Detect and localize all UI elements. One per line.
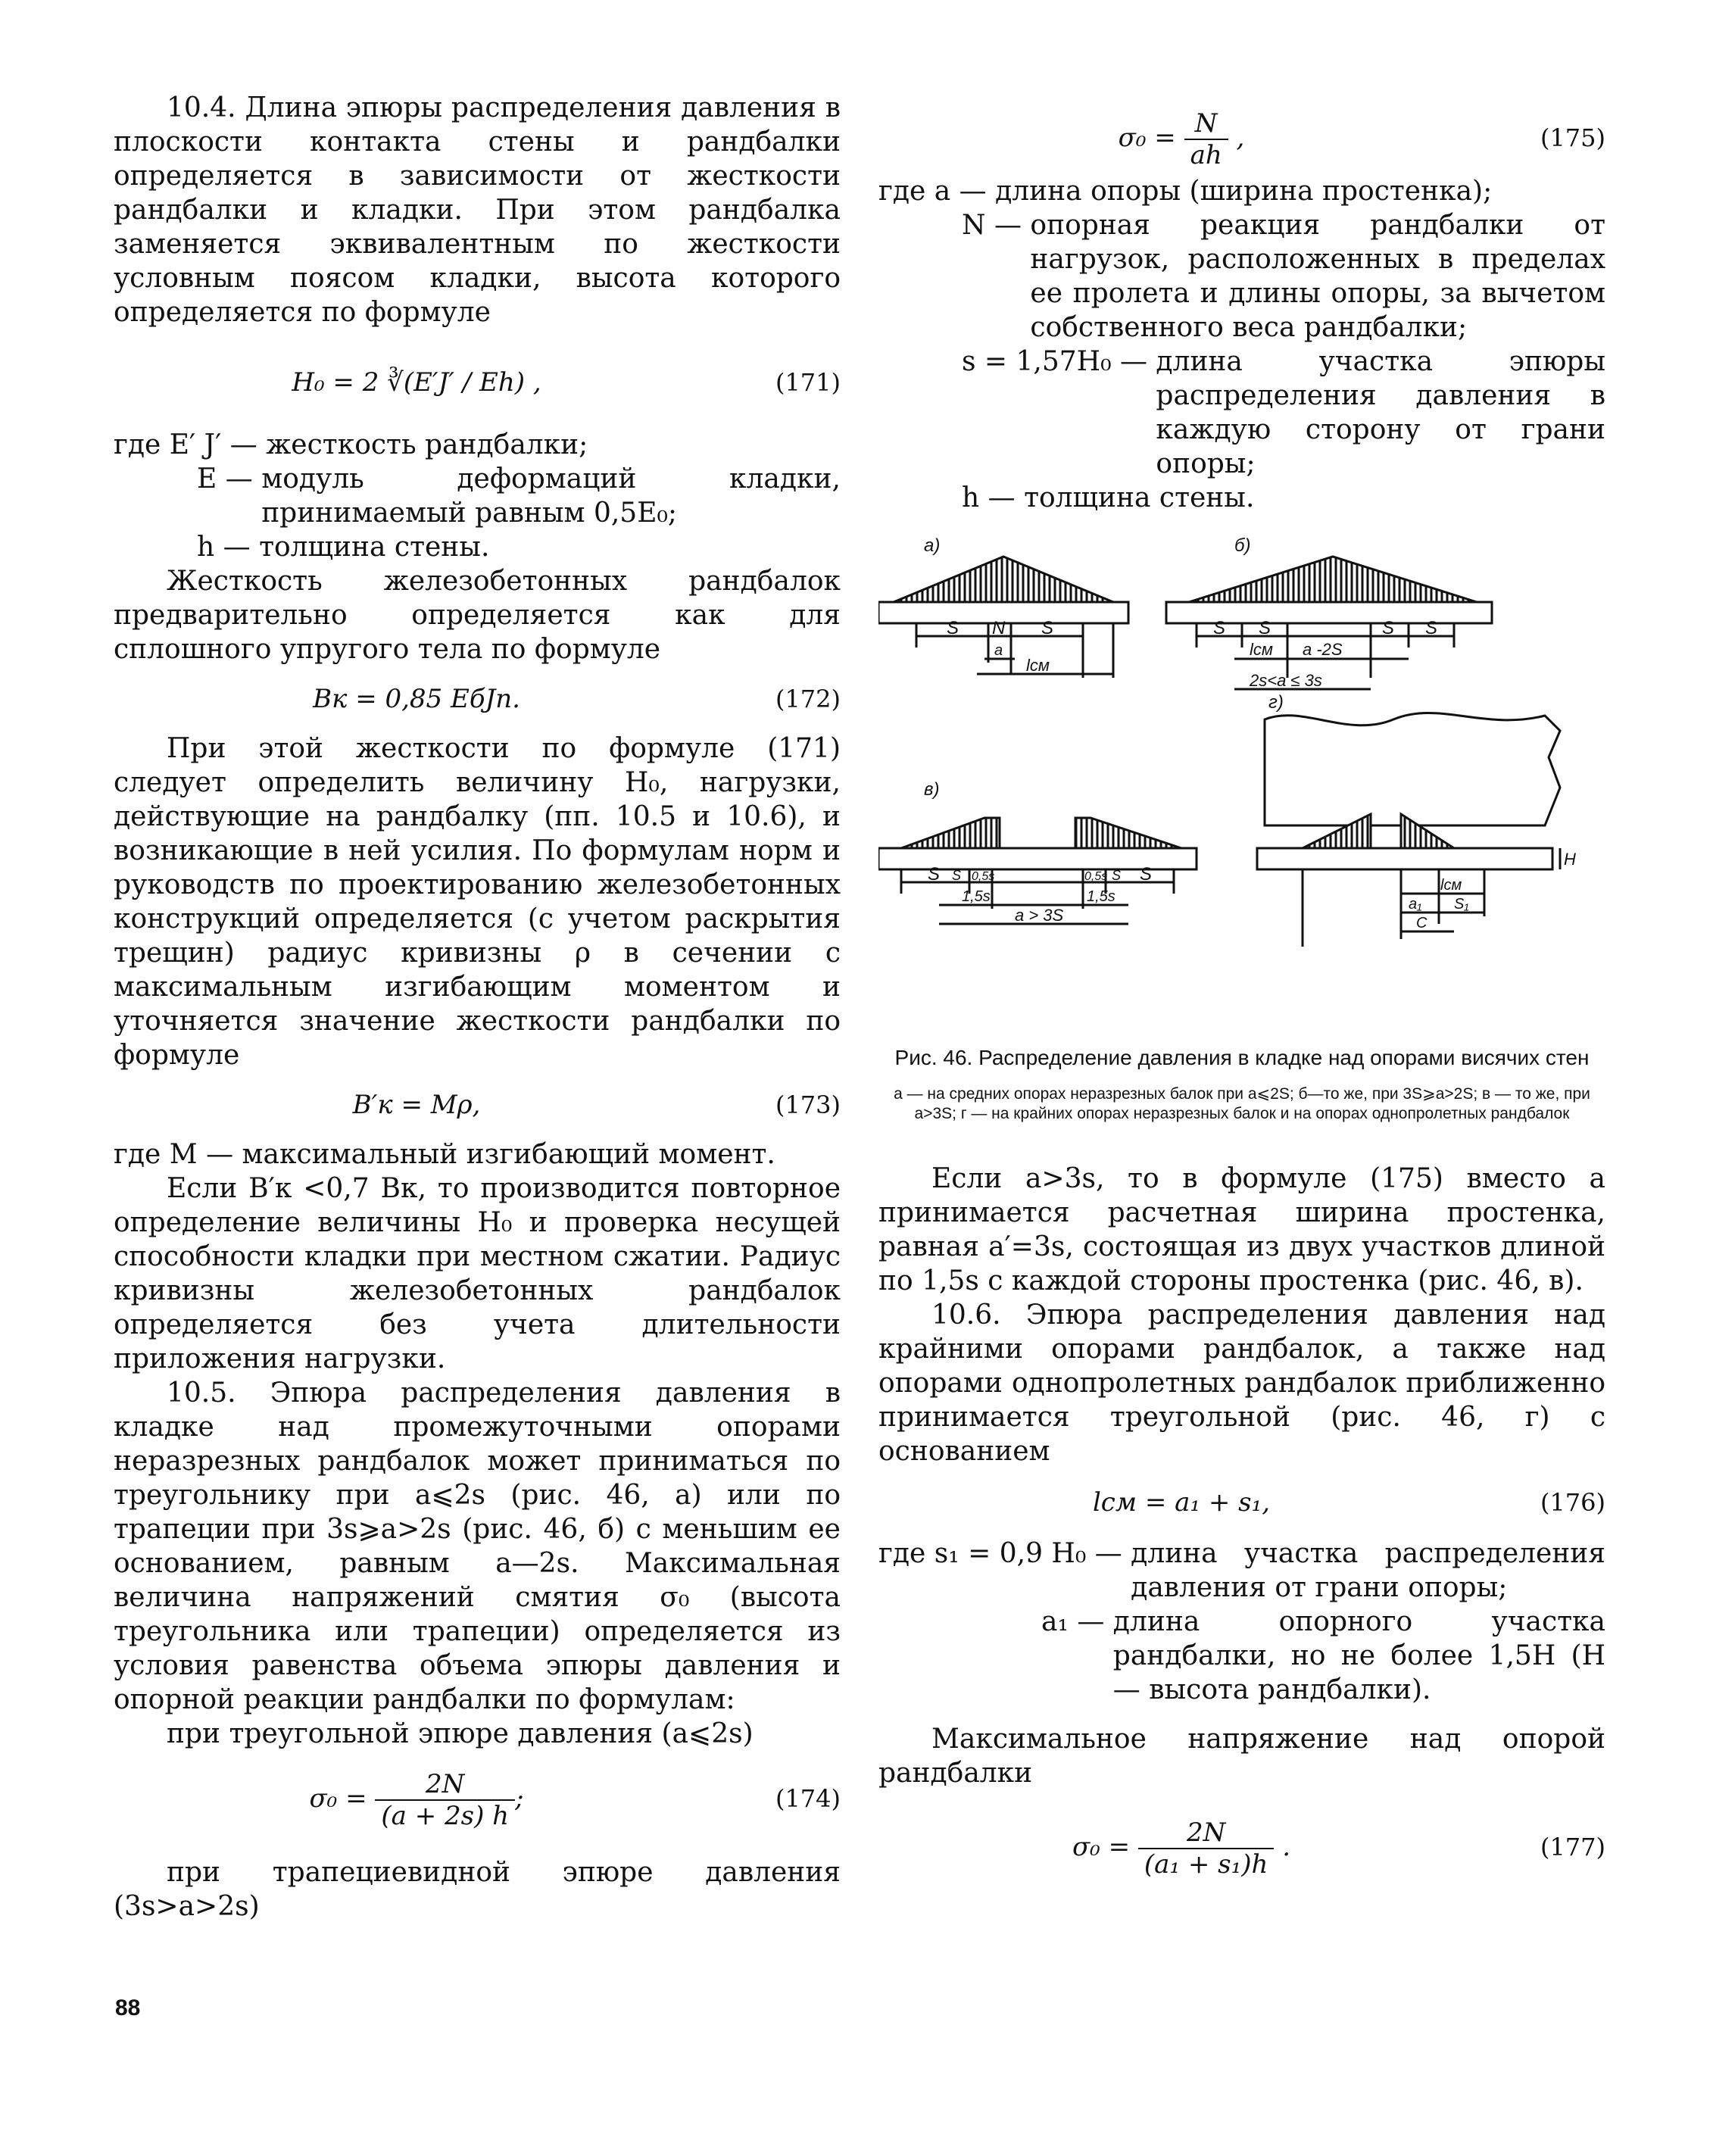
figure-c-label: C bbox=[1416, 915, 1428, 931]
fraction-numerator: N bbox=[1184, 108, 1228, 140]
fraction bbox=[1138, 1817, 1275, 1880]
paragraph-max-stress: Максимальное напряжение над опорой рандбалки bbox=[878, 1724, 1605, 1789]
fraction bbox=[375, 1769, 515, 1831]
sigma-symbol: σ₀ = bbox=[1118, 123, 1176, 153]
definitions-171 bbox=[114, 428, 841, 564]
paragraph-stiffness: Жесткость железобетонных рандбалок предварительно определяется как для сплошного упругого тела по формуле bbox=[114, 566, 841, 665]
figure-s-label: S bbox=[1425, 618, 1438, 638]
definition-desc: толщина стены. bbox=[1024, 482, 1255, 513]
definition-desc: жесткость рандбалки; bbox=[266, 429, 588, 460]
definition-term: где E′ J′ — bbox=[114, 429, 257, 460]
formula-171-expr: H₀ = 2 ∛(E′J′ / Eh) , bbox=[292, 367, 541, 398]
formula-175-expr: σ₀ = $\frac{N}{ah}$ , bbox=[1118, 108, 1245, 170]
sigma-symbol: σ₀ = bbox=[1072, 1832, 1131, 1862]
formula-174-expr: σ₀ = $\frac{2N}{(a + 2s) h}$ ; bbox=[309, 1769, 524, 1831]
formula-175-number: (175) bbox=[1540, 123, 1605, 152]
paragraph-10-6: 10.6. Эпюра распределения давления над крайними опорами рандбалок, а также над опорами однопролетных рандбалок приближенно принимается треугольной (рис. 46, г) с основанием bbox=[878, 1300, 1605, 1467]
definition-desc: опорная реакция рандбалки от нагрузок, расположенных в пределах ее пролета и длины опоры, за вычетом собственного веса рандбалки; bbox=[1030, 210, 1605, 343]
fraction-denominator: ah bbox=[1190, 140, 1222, 170]
definition-row bbox=[114, 428, 841, 462]
definition-term: h — bbox=[197, 532, 251, 563]
formula-177-number: (177) bbox=[1540, 1833, 1605, 1861]
formula-173 bbox=[114, 1078, 841, 1131]
figure-panel-a bbox=[878, 557, 1128, 678]
definition-row bbox=[878, 345, 1605, 481]
paragraph-moment: где M — максимальный изгибающий момент. bbox=[114, 1139, 775, 1170]
figure-label-g: г) bbox=[1268, 692, 1284, 713]
formula-177 bbox=[878, 1805, 1605, 1889]
figure-15s-label: 1,5s bbox=[962, 888, 991, 905]
figure-a1-label: a₁ bbox=[1409, 896, 1422, 913]
formula-176 bbox=[878, 1476, 1605, 1529]
sigma-symbol: σ₀ = bbox=[309, 1783, 367, 1814]
paragraph-repeat: Если B′к <0,7 Bк, то производится повторное определение величины H₀ и проверка несущей способности кладки при местном сжатии. Радиус кривизны железобетонных рандбалок определяется без учета длительности приложения нагрузки. bbox=[114, 1173, 841, 1374]
figure-15s-label: 1,5s bbox=[1087, 888, 1115, 905]
figure-s-label: S bbox=[1259, 618, 1271, 638]
fraction-numerator: 2N bbox=[375, 1769, 515, 1801]
definition-desc: длина участка распределения давления от грани опоры; bbox=[1131, 1538, 1605, 1603]
paragraph-triangular: при треугольной эпюре давления (a⩽2s) bbox=[167, 1718, 754, 1749]
formula-174-number: (174) bbox=[775, 1784, 841, 1813]
fraction-numerator: 2N bbox=[1138, 1817, 1275, 1849]
paragraph-trapezoid: при трапециевидной эпюре давления (3s>a>2s) bbox=[114, 1857, 841, 1922]
figure-h-label: H bbox=[1564, 850, 1576, 869]
figure-label-a: а) bbox=[924, 538, 941, 556]
formula-172-number: (172) bbox=[775, 685, 841, 713]
figure-label-b: б) bbox=[1234, 538, 1251, 556]
figure-s-label: S bbox=[1213, 618, 1226, 638]
figure-s-label: S bbox=[1140, 864, 1153, 885]
right-column bbox=[878, 102, 1605, 1889]
figure-range-label: 2s<a ≤ 3s bbox=[1250, 671, 1322, 690]
figure-05s-label: 0,5s bbox=[972, 870, 995, 883]
definition-term: где a — bbox=[878, 176, 987, 207]
figure-lcm-label: lсм bbox=[1026, 656, 1050, 675]
definitions-175 bbox=[878, 174, 1605, 515]
figure-caption-title: Рис. 46. Распределение давления в кладке над опорами висячих стен bbox=[894, 1046, 1590, 1069]
page-number: 88 bbox=[115, 1995, 141, 2020]
formula-171 bbox=[114, 337, 841, 428]
figure-s-label: S bbox=[1382, 618, 1395, 638]
figure-caption-legend: а — на средних опорах неразрезных балок при a⩽2S; б—то же, при 3S⩾a>2S; в — то же, при a>3S; г — на крайних опорах неразрезных балок и на опорах однопролетных рандбалок bbox=[894, 1085, 1590, 1122]
definition-term: где s₁ = 0,9 H₀ — bbox=[878, 1538, 1122, 1569]
formula-172 bbox=[114, 672, 841, 725]
formula-177-expr: σ₀ = $\frac{2N}{\text{(a₁ + s₁)h}}$ . bbox=[1072, 1817, 1291, 1880]
definition-desc: модуль деформаций кладки, принимаемый равным 0,5E₀; bbox=[261, 463, 841, 529]
figure-s-label: S bbox=[1041, 618, 1054, 638]
definition-term: h — bbox=[962, 482, 1016, 513]
definitions-176 bbox=[878, 1537, 1605, 1707]
definition-row bbox=[878, 1605, 1605, 1707]
formula-176-number: (176) bbox=[1540, 1488, 1605, 1517]
formula-173-number: (173) bbox=[775, 1090, 841, 1119]
fraction bbox=[1184, 108, 1228, 170]
definition-desc: длина опоры (ширина простенка); bbox=[995, 176, 1493, 207]
fraction-denominator: (a₁ + s₁)h bbox=[1144, 1849, 1268, 1880]
definition-row bbox=[878, 174, 1605, 208]
left-column bbox=[114, 91, 841, 1924]
formula-173-expr: B′к = Mρ, bbox=[352, 1090, 481, 1120]
figure-a3s-label: a > 3S bbox=[1015, 906, 1064, 925]
figure-46 bbox=[878, 538, 1605, 1037]
figure-lcm-label: lсм bbox=[1250, 640, 1273, 659]
definition-row bbox=[114, 462, 841, 530]
definition-term: a₁ — bbox=[1041, 1606, 1105, 1637]
paragraph-a-gt-3s: Если a>3s, то в формуле (175) вместо a принимается расчетная ширина простенка, равная a′=3s, состоящая из двух участков длиной по 1,5s с каждой стороны простенка (рис. 46, в). bbox=[878, 1163, 1605, 1296]
formula-171-number: (171) bbox=[775, 368, 841, 397]
figure-s1-label: S₁ bbox=[1454, 896, 1469, 913]
fraction-denominator: (a + 2s) h bbox=[381, 1801, 510, 1831]
paragraph-10-5: 10.5. Эпюра распределения давления в кладке над промежуточными опорами неразрезных рандбалок может приниматься по треугольнику при a⩽2s (рис. 46, а) или по трапеции при 3s⩾a>2s (рис. 46, б) с меньшим ее основанием, равным a—2s. Максимальная величина напряжений смятия σ₀ (высота треугольника или трапеции) определяется из условия равенства объема эпюры давления и опорной реакции рандбалки по формулам: bbox=[114, 1378, 841, 1715]
definition-term: s = 1,57H₀ — bbox=[962, 346, 1147, 377]
formula-172-expr: Bк = 0,85 EбJп. bbox=[313, 684, 520, 714]
figure-05s-label: 0,5s bbox=[1084, 870, 1108, 883]
figure-a2s-label: a -2S bbox=[1303, 640, 1343, 659]
figure-label-v: в) bbox=[924, 779, 940, 800]
paragraph-curvature: При этой жесткости по формуле (171) следует определить величину H₀, нагрузки, действующие на рандбалку (пп. 10.5 и 10.6), и возникающие в ней усилия. По формулам норм и руководств по проектированию железобетонных конструкций определяется (с учетом раскрытия трещин) радиус кривизны ρ в сечении с максимальным изгибающим моментом и уточняется значение жесткости рандбалки по формуле bbox=[114, 733, 841, 1071]
figure-s-label: S bbox=[952, 868, 962, 883]
figure-s-label: S bbox=[1112, 868, 1122, 883]
definition-row bbox=[878, 481, 1605, 515]
figure-s-label: S bbox=[947, 618, 959, 638]
definition-row bbox=[878, 1537, 1605, 1605]
formula-176-expr: lсм = a₁ + s₁, bbox=[1092, 1487, 1271, 1518]
figure-n-label: N bbox=[992, 618, 1006, 638]
figure-s-label: S bbox=[928, 864, 941, 885]
paragraph-10-4: 10.4. Длина эпюры распределения давления в плоскости контакта стены и рандбалки определяется в зависимости от жесткости рандбалки и кладки. При этом рандбалка заменяется эквивалентным по жесткости условным поясом кладки, высота которого определяется по формуле bbox=[114, 92, 841, 328]
figure-lcm-label: lсм bbox=[1440, 877, 1462, 894]
definition-row bbox=[114, 530, 841, 564]
formula-174 bbox=[114, 1757, 841, 1840]
formula-175 bbox=[878, 102, 1605, 174]
definition-desc: толщина стены. bbox=[259, 532, 490, 563]
definition-desc: длина опорного участка рандбалки, но не более 1,5H (H — высота рандбалки). bbox=[1112, 1606, 1605, 1705]
definition-row bbox=[878, 208, 1605, 345]
definition-term: N — bbox=[962, 210, 1022, 241]
definition-desc: длина участка эпюры распределения давления в каждую сторону от грани опоры; bbox=[1156, 346, 1605, 479]
figure-a-label: a bbox=[994, 642, 1003, 659]
definition-term: E — bbox=[197, 463, 253, 495]
